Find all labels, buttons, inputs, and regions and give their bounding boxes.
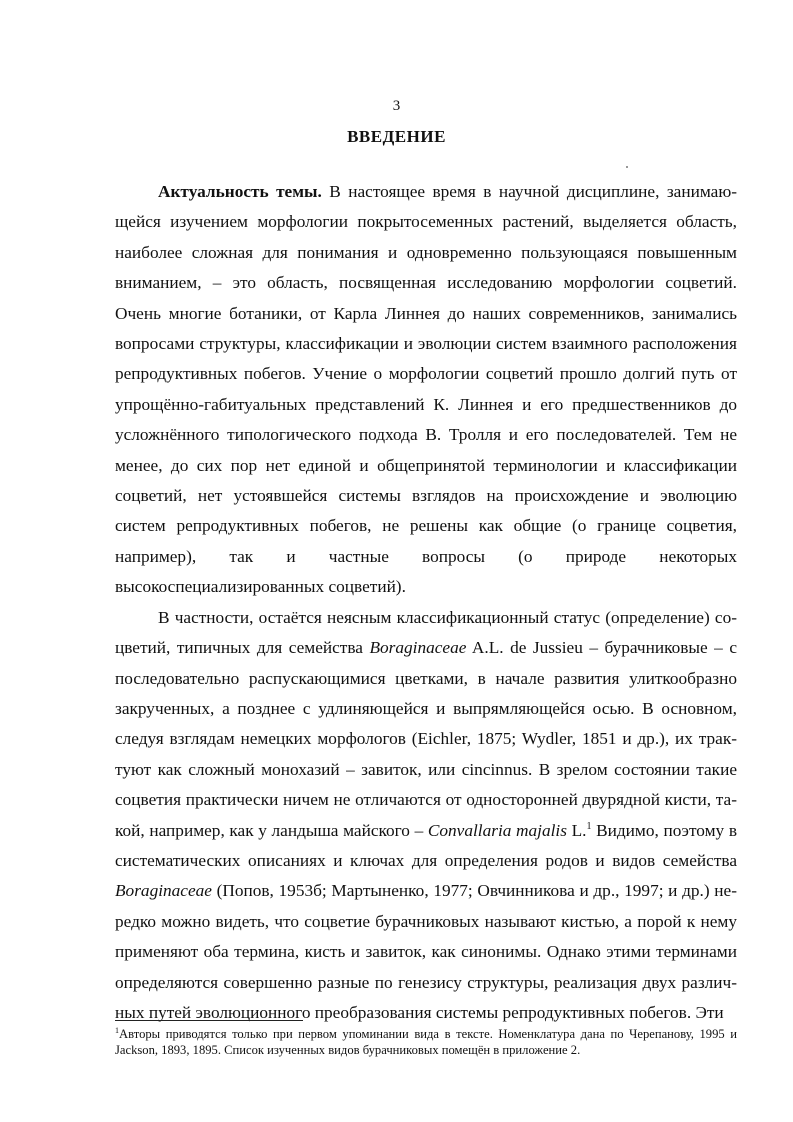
paragraph-lead: Актуальность темы. — [158, 182, 322, 201]
paragraph-text: В частности, остаётся неясным классификационный статус (определение) соцветий, типичных для семейства — [115, 607, 737, 658]
footnote-reference: 1 — [586, 820, 592, 832]
paragraph-text: В настоящее время в научной дисциплине, занимающейся изучением морфологии покрытосеменных растений, выделяется область, наиболее сложная для понимания и одновременно пользующаяся повышенным вниманием, – это область, посвященная исследованию морфологии соцветий. Очень многие ботаники, от Карла Линнея до наших современников, занимались вопросами структуры, классификации и эволюции систем взаимного расположения репродуктивных побегов. Учение о морфологии соцветий прошло долгий путь от упрощённо-габитуальных представлений К. Линнея и его предшественников до усложнённого типологического подхода В. Тролля и его последователей. Тем не менее, до сих пор нет единой и общепринятой терминологии и классификации соцветий, нет устоявшейся системы взглядов на происхождение и эволюцию систем репродуктивных побегов, не решены как общие (о границе соцветия, например), так и частные вопросы (о природе некоторых высокоспециализированных соцветий). — [115, 182, 737, 597]
taxon-name: Boraginaceae — [369, 638, 467, 658]
taxon-name: Boraginaceae — [115, 881, 212, 901]
body-text — [115, 177, 737, 1028]
footnote-divider — [115, 1020, 303, 1021]
paragraph-text: Видимо, поэтому в систематических описаниях и ключах для определения родов и видов семейства — [115, 820, 737, 870]
page-number: 3 — [392, 98, 401, 114]
footnote-text: Авторы приводятся только при первом упоминании вида в тексте. Номенклатура дана по Черепанову, 1995 и Jackson, 1893, 1895. Список изученных видов бурачниковых помещён в приложение 2. — [115, 1027, 737, 1057]
scan-speck — [626, 166, 628, 168]
taxon-name: Convallaria majalis — [427, 820, 567, 840]
paragraph-text: L. — [566, 820, 587, 840]
paragraph-relevance — [115, 177, 737, 603]
footnote — [115, 1026, 737, 1058]
footnote-mark: 1 — [115, 1025, 119, 1035]
paragraph-classification — [115, 603, 737, 1029]
paragraph-text: (Попов, 1953б; Мартыненко, 1977; Овчинникова и др., 1997; и др.) нередко можно видеть, что соцветие бурачниковых называют кистью, а порой к нему применяют оба термина, кисть и завиток, как синонимы. Однако этими терминами определяются совершенно разные по генезису структуры, реализация двух различных путей эволюционного преобразования системы репродуктивных побегов. Эти — [115, 881, 737, 1022]
section-heading: ВВЕДЕНИЕ — [347, 127, 446, 146]
paragraph-text: A.L. de Jussieu – бурачниковые – с последовательно распускающимися цветками, в начале развития улиткообразно закрученных, а позднее с удлиняющейся и выпрямляющейся осью. В основном, следуя взглядам немецких морфологов (Eichler, 1875; Wydler, 1851 и др.), их трактуют как сложный монохазий – завиток, или cincinnus. В зрелом состоянии такие соцветия практически ничем не отличаются от односторонней двурядной кисти, такой, например, как у ландыша майского – — [115, 638, 737, 840]
